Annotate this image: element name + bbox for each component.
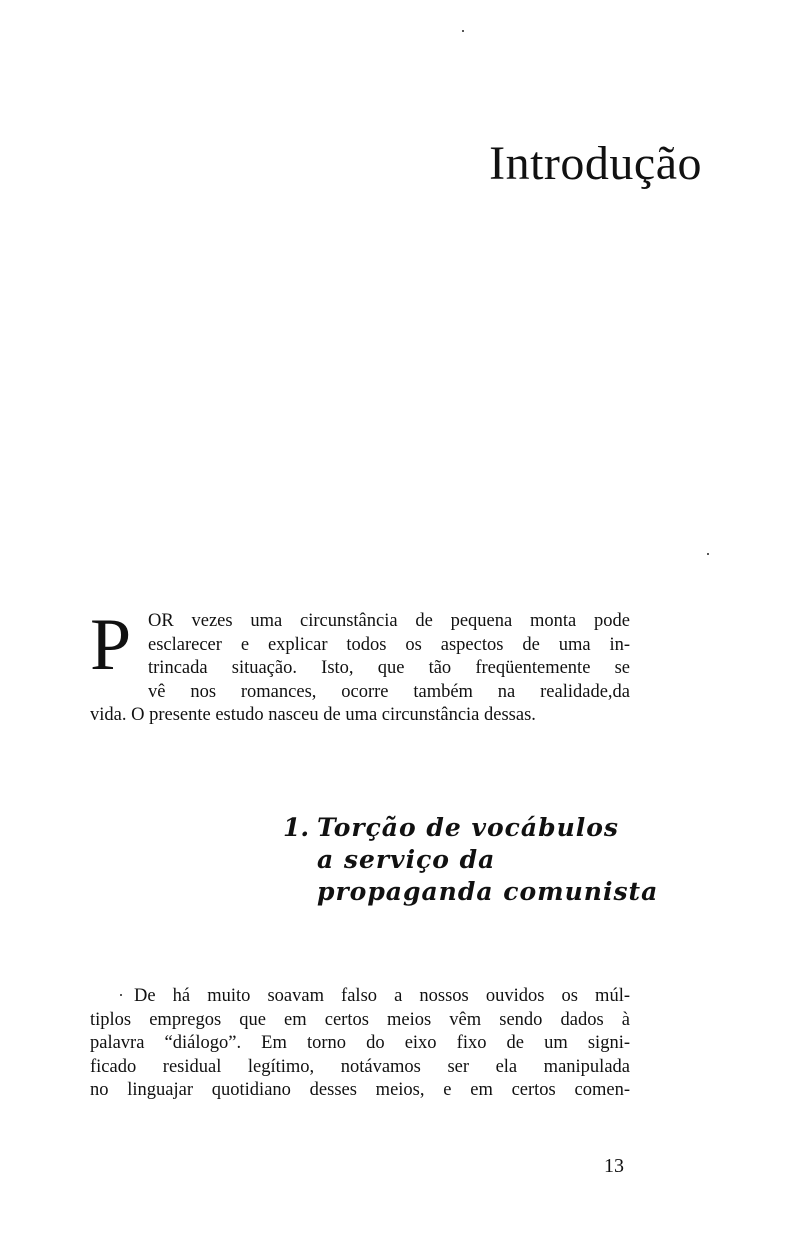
speck-mark [462,30,464,32]
body-line: ficado residual legítimo, notávamos ser ela manipulada [90,1056,630,1077]
section-number: 1. [283,813,310,842]
drop-cap: P [90,604,132,686]
section-title-line: a serviço da [317,845,496,874]
intro-line: esclarecer e explicar todos os aspectos de uma in- [148,634,630,655]
section-title-line: Torção de vocábulos [317,813,619,842]
intro-last-line: vida. O presente estudo nasceu de uma circunstância dessas. [90,705,536,725]
page-number: 13 [604,1155,624,1177]
intro-line: vê nos romances, ocorre também na realidade,da [148,681,630,702]
section-title-line: propaganda comunista [317,877,659,906]
intro-line: trincada situação. Isto, que tão freqüentemente se [148,658,630,678]
body-line: no linguajar quotidiano desses meios, e em certos comen- [90,1080,630,1100]
speck-mark [707,553,709,555]
intro-line: OR vezes uma circunstância de pequena monta pode [148,611,630,631]
intro-paragraph [90,604,630,728]
chapter-title: Introdução [489,137,702,190]
body-line: palavra “diálogo”. Em torno do eixo fixo de um signi- [90,1033,630,1053]
section-heading [283,812,723,908]
body-paragraph [90,985,630,1103]
body-line: tiplos empregos que em certos meios vêm sendo dados à [90,1009,630,1030]
body-line: De há muito soavam falso a nossos ouvidos os múl- [134,986,630,1006]
